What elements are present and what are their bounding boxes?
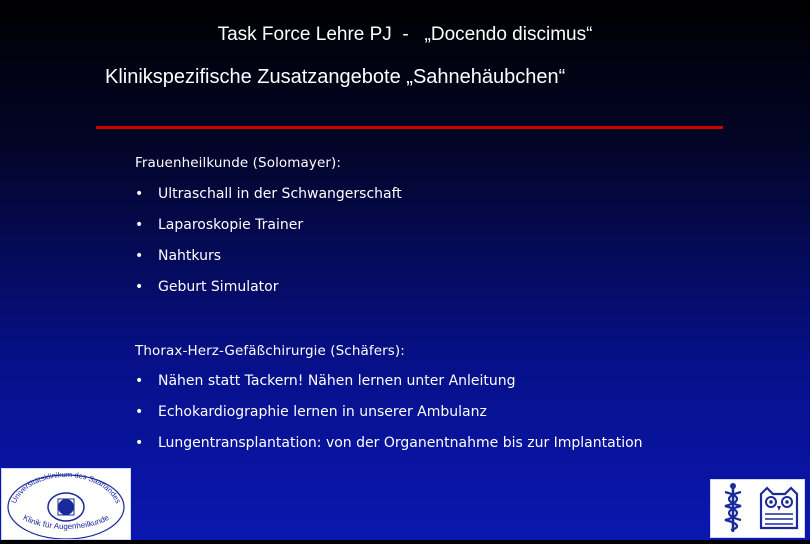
section-heading-gynecology: Frauenheilkunde (Solomayer): <box>135 155 342 171</box>
bullet-icon: • <box>135 404 144 420</box>
gynecology-list <box>135 186 402 310</box>
list-item <box>135 279 402 310</box>
list-item-text: Nähen statt Tackern! Nähen lernen unter Anleitung <box>158 373 516 389</box>
list-item-text: Echokardiographie lernen in unserer Ambulanz <box>158 404 487 420</box>
bullet-icon: • <box>135 248 144 264</box>
bullet-icon: • <box>135 186 144 202</box>
slide-main-title: Klinikspezifische Zusatzangebote „Sahnehäubchen“ <box>105 66 566 88</box>
list-item-text: Nahtkurs <box>158 248 222 264</box>
title-divider <box>96 126 723 129</box>
caduceus-owl-icon <box>711 480 804 537</box>
bullet-icon: • <box>135 435 144 451</box>
list-item <box>135 435 643 466</box>
list-item-text: Ultraschall in der Schwangerschaft <box>158 186 402 202</box>
list-item <box>135 248 402 279</box>
list-item-text: Geburt Simulator <box>158 279 279 295</box>
slide-top-title: Task Force Lehre PJ - „Docendo discimus“ <box>217 24 593 45</box>
list-item <box>135 404 643 435</box>
seal-ring-text-top: Universitätsklinikum des Saarlandes <box>9 469 123 505</box>
list-item <box>135 217 402 248</box>
seal-ring-text-bottom: Klinik für Augenheilkunde <box>21 512 111 531</box>
thoracic-surgery-list <box>135 373 643 466</box>
bullet-icon: • <box>135 217 144 233</box>
bullet-icon: • <box>135 373 144 389</box>
bullet-icon: • <box>135 279 144 295</box>
clinic-seal-icon <box>2 469 130 539</box>
list-item <box>135 186 402 217</box>
section-heading-thoracic-surgery: Thorax-Herz-Gefäßchirurgie (Schäfers): <box>135 343 405 359</box>
university-logo <box>710 479 805 538</box>
list-item-text: Lungentransplantation: von der Organentnahme bis zur Implantation <box>158 435 643 451</box>
list-item <box>135 373 643 404</box>
ophthalmology-clinic-logo <box>1 468 131 540</box>
list-item-text: Laparoskopie Trainer <box>158 217 304 233</box>
